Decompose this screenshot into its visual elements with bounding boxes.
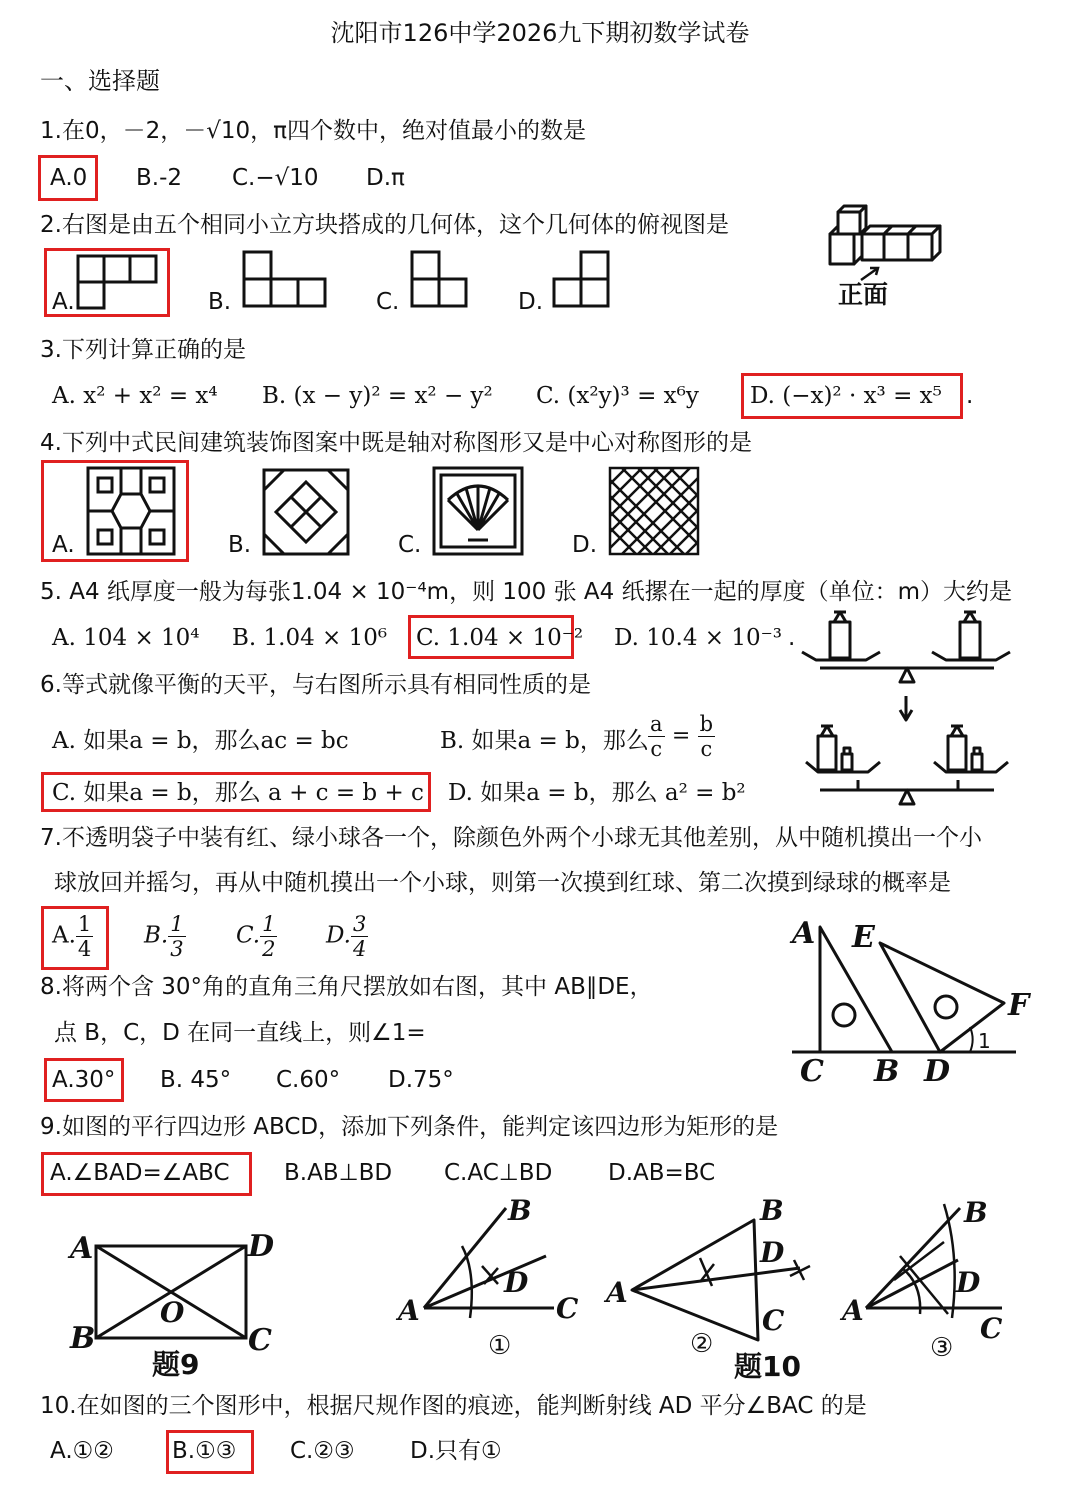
- q2-top-view-c-figure: [410, 250, 470, 310]
- q7-a-letter: A.: [52, 922, 76, 949]
- q7-a-den: 4: [77, 937, 92, 961]
- q7-option-d: [326, 912, 368, 961]
- q5-option-a: A. 104 × 10⁴: [52, 625, 200, 651]
- q1-option-b: B.-2: [136, 165, 183, 191]
- q6-b-den-1: c: [650, 737, 663, 761]
- q8-stem-line1: 8.将两个含 30°角的直角三角尺摆放如右图，其中 AB∥DE，: [40, 974, 653, 1000]
- q7-a-num: 1: [77, 912, 92, 936]
- q9-option-a: A.∠BAD=∠ABC: [50, 1160, 230, 1186]
- q10-2-label-c: C: [762, 1304, 785, 1337]
- q5-stem: 5. A4 纸厚度一般为每张1.04 × 10⁻⁴m，则 100 张 A4 纸摞在一起的厚度（单位：m）大约是: [40, 579, 1012, 605]
- q2-top-view-a-figure: [76, 254, 160, 312]
- q9-rectangle-figure: [66, 1224, 286, 1384]
- q10-3-label-a: A: [842, 1294, 864, 1327]
- q10-3-label-d: D: [956, 1266, 981, 1299]
- q8-label-b: B: [874, 1054, 900, 1089]
- q10-1-number: ①: [488, 1331, 512, 1361]
- q10-3-label-b: B: [964, 1196, 988, 1229]
- page-title: 沈阳市126中学2026九下期初数学试卷: [330, 19, 750, 47]
- q2-top-view-b-figure: [242, 250, 328, 310]
- q1-option-a: A.0: [50, 165, 88, 191]
- q1-option-d: D.π: [366, 165, 405, 191]
- q2-option-b: B.: [208, 289, 232, 315]
- q10-1-label-c: C: [556, 1292, 579, 1325]
- q4-stem: 4.下列中式民间建筑装饰图案中既是轴对称图形又是中心对称图形的是: [40, 430, 752, 456]
- q7-option-c: [236, 912, 277, 961]
- q6-b-num-1: a: [650, 712, 663, 736]
- q10-3-number: ③: [930, 1333, 954, 1363]
- q1-stem: 1.在0，－2，－√10，π四个数中，绝对值最小的数是: [40, 118, 586, 144]
- q7-c-den: 2: [262, 937, 276, 961]
- q5-option-c: C. 1.04 × 10⁻²: [416, 625, 584, 651]
- q8-option-b: B. 45°: [160, 1067, 232, 1093]
- q10-option-b: B.①③: [172, 1438, 237, 1464]
- q8-label-angle1: 1: [978, 1029, 991, 1053]
- q1-option-c: C.−√10: [232, 165, 319, 191]
- q4-option-b: B.: [228, 532, 252, 558]
- q6-option-b: B. 如果a = b，那么: [440, 728, 649, 754]
- q2-stem: 2.右图是由五个相同小立方块搭成的几何体，这个几何体的俯视图是: [40, 212, 729, 238]
- q10-stem: 10.在如图的三个图形中，根据尺规作图的痕迹，能判断射线 AD 平分∠BAC 的是: [40, 1393, 867, 1419]
- q4-pattern-a-figure: [86, 466, 176, 556]
- q8-label-d: D: [924, 1054, 951, 1089]
- q8-stem-line2: 点 B，C，D 在同一直线上，则∠1=: [54, 1020, 426, 1046]
- q6-balance-scale-figure: [798, 608, 1010, 814]
- q6-option-d: D. 如果a = b，那么 a² = b²: [448, 780, 746, 806]
- q4-option-c: C.: [398, 532, 422, 558]
- q2-top-view-d-figure: [552, 250, 612, 310]
- section-heading: 一、选择题: [40, 67, 160, 95]
- q6-option-b-fraction: [648, 712, 715, 761]
- q10-1-label-b: B: [508, 1194, 532, 1227]
- q7-option-b: [144, 912, 186, 961]
- q7-c-letter: C.: [236, 922, 261, 949]
- q10-option-c: C.②③: [290, 1438, 355, 1464]
- q2-option-c: C.: [376, 289, 400, 315]
- q6-b-eq: =: [671, 723, 691, 749]
- q4-pattern-d-figure: [608, 466, 700, 556]
- q10-construction-1-figure: [396, 1196, 596, 1362]
- q10-option-d: D.只有①: [410, 1438, 502, 1464]
- q4-pattern-c-figure: [432, 466, 524, 556]
- q5-option-d: D. 10.4 × 10⁻³: [614, 625, 782, 651]
- q3-option-b: B. (x − y)² = x² − y²: [262, 383, 493, 409]
- q10-2-label-b: B: [760, 1194, 784, 1227]
- q8-label-e: E: [852, 920, 875, 955]
- q2-option-a: A.: [52, 289, 75, 315]
- q6-b-den-2: c: [700, 737, 713, 761]
- q8-triangles-figure: [790, 915, 1040, 1090]
- q6-stem: 6.等式就像平衡的天平，与右图所示具有相同性质的是: [40, 672, 591, 698]
- q7-d-den: 4: [352, 937, 367, 961]
- q8-label-c: C: [800, 1054, 824, 1089]
- q9-label-c: C: [248, 1323, 272, 1358]
- q9-label-b: B: [70, 1321, 96, 1356]
- q8-option-c: C.60°: [276, 1067, 341, 1093]
- q10-3-label-c: C: [980, 1312, 1003, 1345]
- q8-label-f: F: [1008, 988, 1030, 1023]
- q9-label-o: O: [160, 1296, 185, 1329]
- q8-label-a: A: [792, 916, 816, 951]
- q4-option-d: D.: [572, 532, 598, 558]
- q9-stem: 9.如图的平行四边形 ABCD，添加下列条件，能判定该四边形为矩形的是: [40, 1114, 779, 1140]
- q6-b-num-2: b: [699, 712, 714, 736]
- q8-option-a: A.30°: [52, 1067, 116, 1093]
- q10-option-a: A.①②: [50, 1438, 114, 1464]
- q10-caption: 题10: [734, 1350, 801, 1383]
- q10-construction-2-figure: [604, 1190, 824, 1386]
- q7-b-num: 1: [170, 912, 184, 936]
- q7-option-a: [52, 912, 93, 961]
- q7-b-letter: B.: [144, 922, 169, 949]
- q9-option-d: D.AB=BC: [608, 1160, 716, 1186]
- q3-tail: .: [966, 383, 974, 409]
- q10-1-label-a: A: [398, 1294, 420, 1327]
- q6-option-c: C. 如果a = b，那么 a + c = b + c: [52, 780, 424, 806]
- q9-label-a: A: [70, 1231, 94, 1266]
- q3-option-a: A. x² + x² = x⁴: [52, 383, 218, 409]
- q10-2-label-d: D: [760, 1236, 785, 1269]
- q9-option-b: B.AB⊥BD: [284, 1160, 393, 1186]
- q9-label-d: D: [248, 1229, 275, 1264]
- q7-c-num: 1: [262, 912, 276, 936]
- q5-tail: .: [788, 625, 796, 651]
- q2-option-d: D.: [518, 289, 544, 315]
- q2-front-label: 正面: [838, 280, 889, 309]
- q3-stem: 3.下列计算正确的是: [40, 337, 246, 363]
- q5-option-b: B. 1.04 × 10⁶: [232, 625, 388, 651]
- q3-option-c: C. (x²y)³ = x⁶y: [536, 383, 699, 409]
- q6-option-a: A. 如果a = b，那么ac = bc: [52, 728, 349, 754]
- q7-stem-line2: 球放回并摇匀，再从中随机摸出一个小球，则第一次摸到红球、第二次摸到绿球的概率是: [54, 870, 951, 896]
- q10-construction-3-figure: [840, 1196, 1040, 1366]
- q10-2-number: ②: [690, 1329, 714, 1359]
- q7-d-num: 3: [352, 912, 367, 936]
- q4-pattern-b-figure: [262, 468, 350, 556]
- q7-b-den: 3: [170, 937, 184, 961]
- q2-cube-solid-figure: [826, 204, 952, 270]
- q9-option-c: C.AC⊥BD: [444, 1160, 553, 1186]
- q10-2-label-a: A: [606, 1276, 628, 1309]
- q9-caption: 题9: [152, 1348, 200, 1381]
- q3-option-d: D. (−x)² · x³ = x⁵: [750, 383, 942, 409]
- q4-option-a: A.: [52, 532, 75, 558]
- q7-stem-line1: 7.不透明袋子中装有红、绿小球各一个，除颜色外两个小球无其他差别，从中随机摸出一个小: [40, 825, 982, 851]
- q8-option-d: D.75°: [388, 1067, 454, 1093]
- q7-d-letter: D.: [326, 922, 351, 949]
- q10-1-label-d: D: [504, 1266, 529, 1299]
